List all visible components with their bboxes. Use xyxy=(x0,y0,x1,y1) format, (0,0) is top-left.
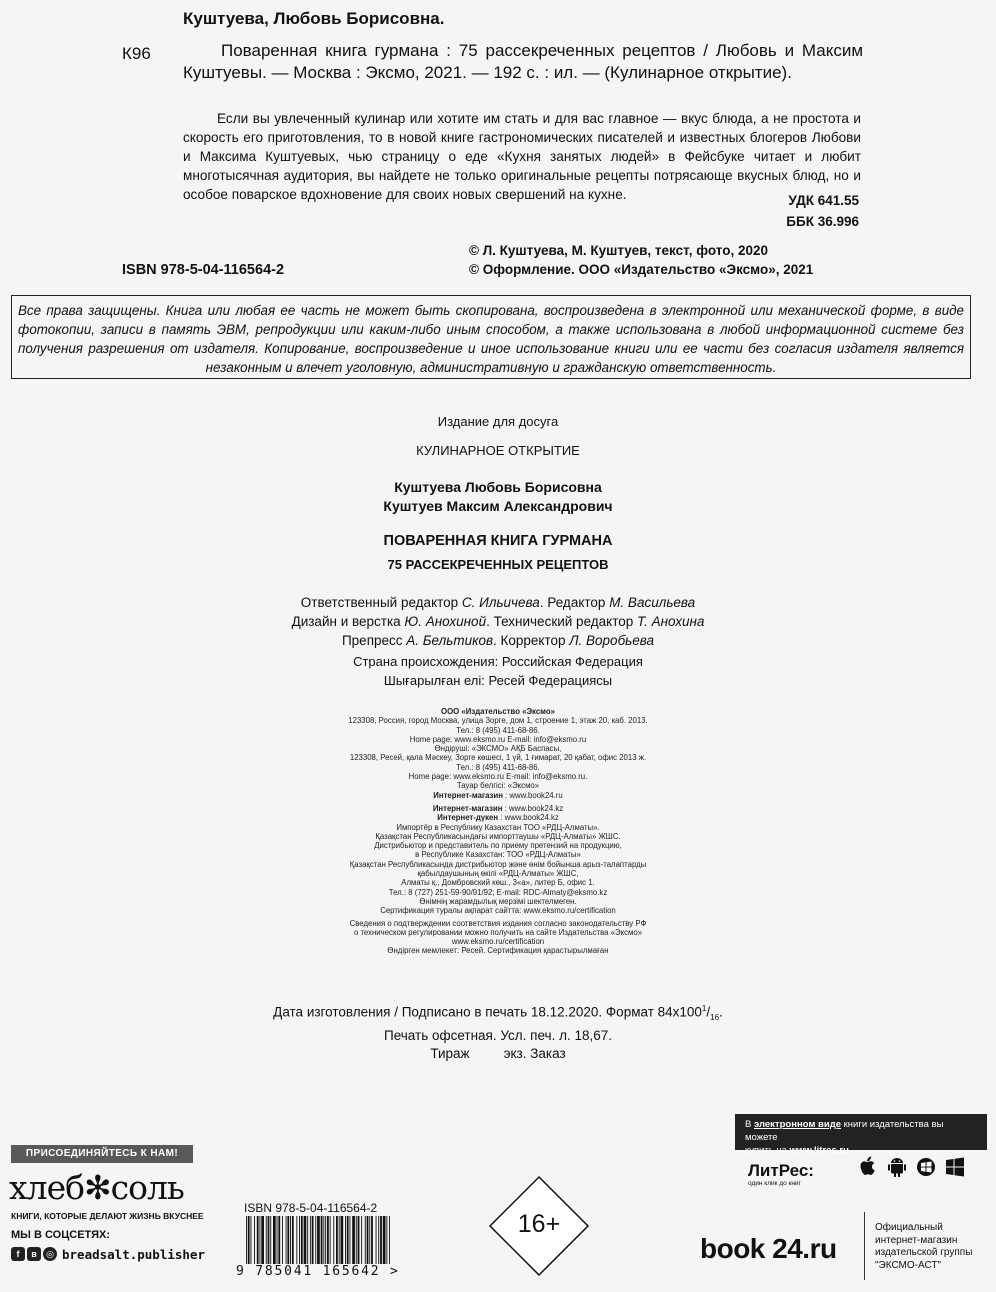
social-icons xyxy=(11,1247,57,1261)
join-us-banner: ПРИСОЕДИНЯЙТЕСЬ К НАМ! xyxy=(11,1145,193,1163)
imprint-author-2: Куштуев Максим Александрович xyxy=(383,498,613,514)
shop-ru: Интернет-магазин : www.book24.ru xyxy=(433,790,563,800)
series-name: КУЛИНАРНОЕ ОТКРЫТИЕ xyxy=(416,443,580,458)
barcode-bar xyxy=(290,1216,291,1264)
android-icon xyxy=(887,1156,907,1178)
barcode-bar xyxy=(307,1216,308,1264)
distributor-line: Қазақстан Республикасындағы импорттаушы «РДЦ-Алматы» ЖШС. xyxy=(375,831,621,841)
production-line-3: Тираж экз. Заказ xyxy=(430,1046,566,1062)
barcode-bar xyxy=(365,1216,366,1264)
barcode-bar xyxy=(261,1216,264,1264)
barcode-bar xyxy=(287,1216,289,1264)
production-line-1: Дата изготовления / Подписано в печать 18.12.2020. Формат $84x100^1/_{16}$. xyxy=(273,1004,723,1023)
age-rating: 16+ xyxy=(517,1210,561,1238)
bibliographic-record: Поваренная книга гурмана : 75 рассекреченных рецептов / Любовь и Максим Куштуевы. — Москва : Эксмо, 2021. — 192 с. : ил. — (Кулинарное открытие). xyxy=(183,41,863,82)
credits-line-3: Препресс А. Бельтиков. Корректор Л. Воробьева xyxy=(341,633,655,648)
copyright-design: © Оформление. ООО «Издательство «Эксмо», 2021 xyxy=(469,262,814,277)
brand-logo: хлеб✻соль xyxy=(9,1168,184,1207)
certification-line: о техническом регулировании можно получить на сайте Издательства «Эксмо» xyxy=(353,927,643,937)
barcode-bar xyxy=(315,1216,316,1264)
publisher-line: Home page: www.eksmo.ru E-mail: info@eksmo.ru xyxy=(409,734,587,744)
barcode-bar xyxy=(248,1216,250,1264)
barcode-bar xyxy=(292,1216,294,1264)
apple-icon xyxy=(858,1156,878,1178)
barcode-bar xyxy=(268,1216,270,1264)
barcode-bar xyxy=(299,1216,300,1264)
distributor-line: Қазақстан Республикасында дистрибьютор және өнім бойынша арыз-талаптарды xyxy=(349,859,647,869)
barcode-bar xyxy=(376,1216,377,1264)
barcode-bar xyxy=(361,1216,362,1264)
publisher-line: Тел.: 8 (495) 411-68-86. xyxy=(456,725,540,735)
barcode xyxy=(244,1216,394,1264)
barcode-bar xyxy=(270,1216,271,1264)
windows-icon xyxy=(945,1156,965,1178)
brand-tagline: КНИГИ, КОТОРЫЕ ДЕЛАЮТ ЖИЗНЬ ВКУСНЕЕ xyxy=(11,1211,204,1221)
barcode-bar xyxy=(296,1216,297,1264)
distributor-line: Импортёр в Республику Казахстан ТОО «РДЦ-Алматы». xyxy=(396,822,600,832)
barcode-bar xyxy=(333,1216,334,1264)
book24-logo: book 24.ru xyxy=(700,1233,837,1264)
publisher-line: 123308, Ресей, қала Мәскеу, Зорге көшесі, 1 үй, 1 ғимарат, 20 қабат, офис 2013 ж. xyxy=(349,753,647,763)
barcode-bar xyxy=(266,1216,267,1264)
barcode-bar xyxy=(386,1216,387,1264)
book-subtitle: 75 РАССЕКРЕЧЕННЫХ РЕЦЕПТОВ xyxy=(387,557,609,572)
credits-line-1: Ответственный редактор С. Ильичева. Редактор М. Васильева xyxy=(300,595,696,610)
country-of-origin-kz: Шығарылған елі: Ресей Федерациясы xyxy=(383,673,613,688)
barcode-bar xyxy=(341,1216,344,1264)
barcode-bar xyxy=(277,1216,278,1264)
barcode-digits: 9 785041 165642 > xyxy=(236,1264,400,1279)
shop-kz-2: Интернет-дүкен : www.book24.kz xyxy=(437,813,559,823)
barcode-bar xyxy=(323,1216,324,1264)
barcode-bar xyxy=(347,1216,349,1264)
litres-tagline: один клик до книг xyxy=(748,1180,801,1187)
facebook-icon[interactable]: f xyxy=(11,1247,25,1261)
book-title: ПОВАРЕННАЯ КНИГА ГУРМАНА xyxy=(383,533,613,549)
barcode-bar xyxy=(380,1216,382,1264)
barcode-bar xyxy=(312,1216,314,1264)
edition-type: Издание для досуга xyxy=(437,414,559,429)
publisher-line: 123308, Россия, город Москва, улица Зорге, дом 1, строение 1, этаж 20, каб. 2013. xyxy=(348,716,648,726)
barcode-bar xyxy=(371,1216,373,1264)
credits xyxy=(0,593,996,650)
certification-block xyxy=(0,919,996,956)
bbk-code: ББК 36.996 xyxy=(786,214,859,229)
publisher-line: Тел.: 8 (495) 411-68-86. xyxy=(456,762,540,772)
barcode-bar xyxy=(356,1216,357,1264)
publisher-info xyxy=(0,707,996,956)
distributor-line: қабылдаушының өкілі «РДЦ-Алматы» ЖШС, xyxy=(417,869,579,879)
distributor-line: Өнімнің жарамдылық мерзімі шектелмеген. xyxy=(419,896,577,906)
country-of-origin: Страна происхождения: Российская Федерация xyxy=(353,654,643,669)
certification-line: Өндірген мемлекет: Ресей. Сертификация қарастырылмаған xyxy=(387,946,609,956)
shop-kz: Интернет-магазин : www.book24.kz xyxy=(432,803,564,813)
distributor-line: Сертификация туралы ақпарат сайтта: www.eksmo.ru/certification xyxy=(380,906,616,916)
barcode-bar xyxy=(273,1216,276,1264)
barcode-bar xyxy=(321,1216,323,1264)
litres-logo: ЛитРес: xyxy=(748,1161,814,1180)
annotation: Если вы увлеченный кулинар или хотите им стать и для вас главное — вкус блюда, а не простота и скорость его приготовления, то в новой книге гастрономических писателей и известных блогеров Любови и Максима Куштуевых, чью страницу о еде «Кухня занятых людей» в Фейсбуке читает и любит многотысячная аудитория, вы найдете не только оригинальные рецепты потрясающе вкусных блюд, но и особое поварское вдохновение для своих новых свершений на кухне. xyxy=(183,111,861,202)
publisher-name: ООО «Издательство «Эксмо» xyxy=(441,707,555,716)
barcode-bar xyxy=(330,1216,331,1264)
publisher-line: Тауар белгісі: «Эксмо» xyxy=(456,781,540,791)
barcode-bar xyxy=(246,1216,247,1264)
barcode-bar xyxy=(367,1216,369,1264)
production-info xyxy=(0,1000,996,1063)
barcode-bar xyxy=(317,1216,320,1264)
barcode-bar xyxy=(327,1216,329,1264)
author-code: К96 xyxy=(122,44,151,63)
instagram-icon[interactable]: ◎ xyxy=(43,1247,57,1261)
barcode-isbn: ISBN 978-5-04-116564-2 xyxy=(244,1201,378,1215)
barcode-bar xyxy=(310,1216,311,1264)
barcode-bar xyxy=(352,1216,355,1264)
certification-line: www.eksmo.ru/certification xyxy=(451,937,545,947)
imprint-author-1: Куштуева Любовь Борисовна xyxy=(394,479,602,495)
official-store-line: Официальный xyxy=(875,1222,943,1233)
production-line-2: Печать офсетная. Усл. печ. л. 18,67. xyxy=(384,1028,612,1044)
social-label: МЫ В СОЦСЕТЯХ: xyxy=(11,1229,111,1241)
publisher-line: Өндіруші: «ЭКСМО» АҚБ Баспасы, xyxy=(434,744,562,754)
publisher-line: Home page: www.eksmo.ru E-mail: info@eksmo.ru. xyxy=(408,772,588,782)
isbn: ISBN 978-5-04-116564-2 xyxy=(122,262,285,278)
barcode-bar xyxy=(278,1216,280,1264)
distributor-line: Тел.: 8 (727) 251-59-90/91/92; E-mail: RDC-Almaty@eksmo.kz xyxy=(388,887,608,897)
barcode-bar xyxy=(345,1216,346,1264)
barcode-bar xyxy=(282,1216,283,1264)
barcode-bar xyxy=(389,1216,390,1264)
barcode-bar xyxy=(383,1216,386,1264)
copyright-text: © Л. Куштуева, М. Куштуев, текст, фото, 2020 xyxy=(469,243,768,258)
social-handle[interactable]: breadsalt.publisher xyxy=(62,1247,205,1262)
official-store-line: "ЭКСМО-АСТ" xyxy=(875,1259,941,1271)
barcode-bar xyxy=(286,1216,287,1264)
barcode-bar xyxy=(358,1216,360,1264)
barcode-bar xyxy=(254,1216,255,1264)
barcode-bar xyxy=(325,1216,326,1264)
barcode-bar xyxy=(257,1216,259,1264)
distributor-block xyxy=(0,823,996,916)
barcode-bar xyxy=(260,1216,261,1264)
certification-line: Сведения о подтверждении соответствия издания согласно законодательству РФ xyxy=(349,918,647,928)
publisher-address-block xyxy=(0,716,996,790)
divider xyxy=(864,1212,865,1280)
windows-phone-icon xyxy=(916,1156,936,1178)
vk-icon[interactable]: в xyxy=(27,1247,41,1261)
barcode-bar xyxy=(350,1216,351,1264)
official-store-line: издательской группы xyxy=(875,1247,973,1258)
barcode-bar xyxy=(304,1216,307,1264)
barcode-bar xyxy=(251,1216,252,1264)
distributor-line: Дистрибьютор и представитель по приему претензий на продукцию, xyxy=(374,841,622,851)
barcode-bar xyxy=(336,1216,338,1264)
official-store-line: интернет-магазин xyxy=(875,1234,958,1246)
barcode-bar xyxy=(339,1216,340,1264)
udk-code: УДК 641.55 xyxy=(788,193,859,208)
barcode-bar xyxy=(301,1216,303,1264)
barcode-bar xyxy=(369,1216,370,1264)
litres-banner: В электронном виде книги издательства вы можете купить на www.litres.ru xyxy=(735,1114,987,1150)
distributor-line: в Республике Казахстан: ТОО «РДЦ-Алматы» xyxy=(415,850,581,860)
author-heading: Куштуева, Любовь Борисовна. xyxy=(183,9,445,28)
barcode-bar xyxy=(378,1216,379,1264)
rights-notice: Все права защищены. Книга или любая ее часть не может быть скопирована, воспроизведена в электронной или механической форме, в виде фотокопии, записи в память ЭВМ, репродукции или каким-либо иным способом, а также использована в любой информационной системе без получения разрешения от издателя. Копирование, воспроизведение и иное использование книги или ее части без согласия издателя является незаконным и влечет уголовную, административную и гражданскую ответственность. xyxy=(11,295,971,379)
credits-line-2: Дизайн и верстка Ю. Анохиной. Технический редактор Т. Анохина xyxy=(291,614,705,629)
official-store-note xyxy=(875,1222,972,1272)
distributor-line: Алматы қ., Домбровский көш., 3«а», литер Б, офис 1. xyxy=(401,878,595,888)
platform-icons xyxy=(858,1156,965,1178)
